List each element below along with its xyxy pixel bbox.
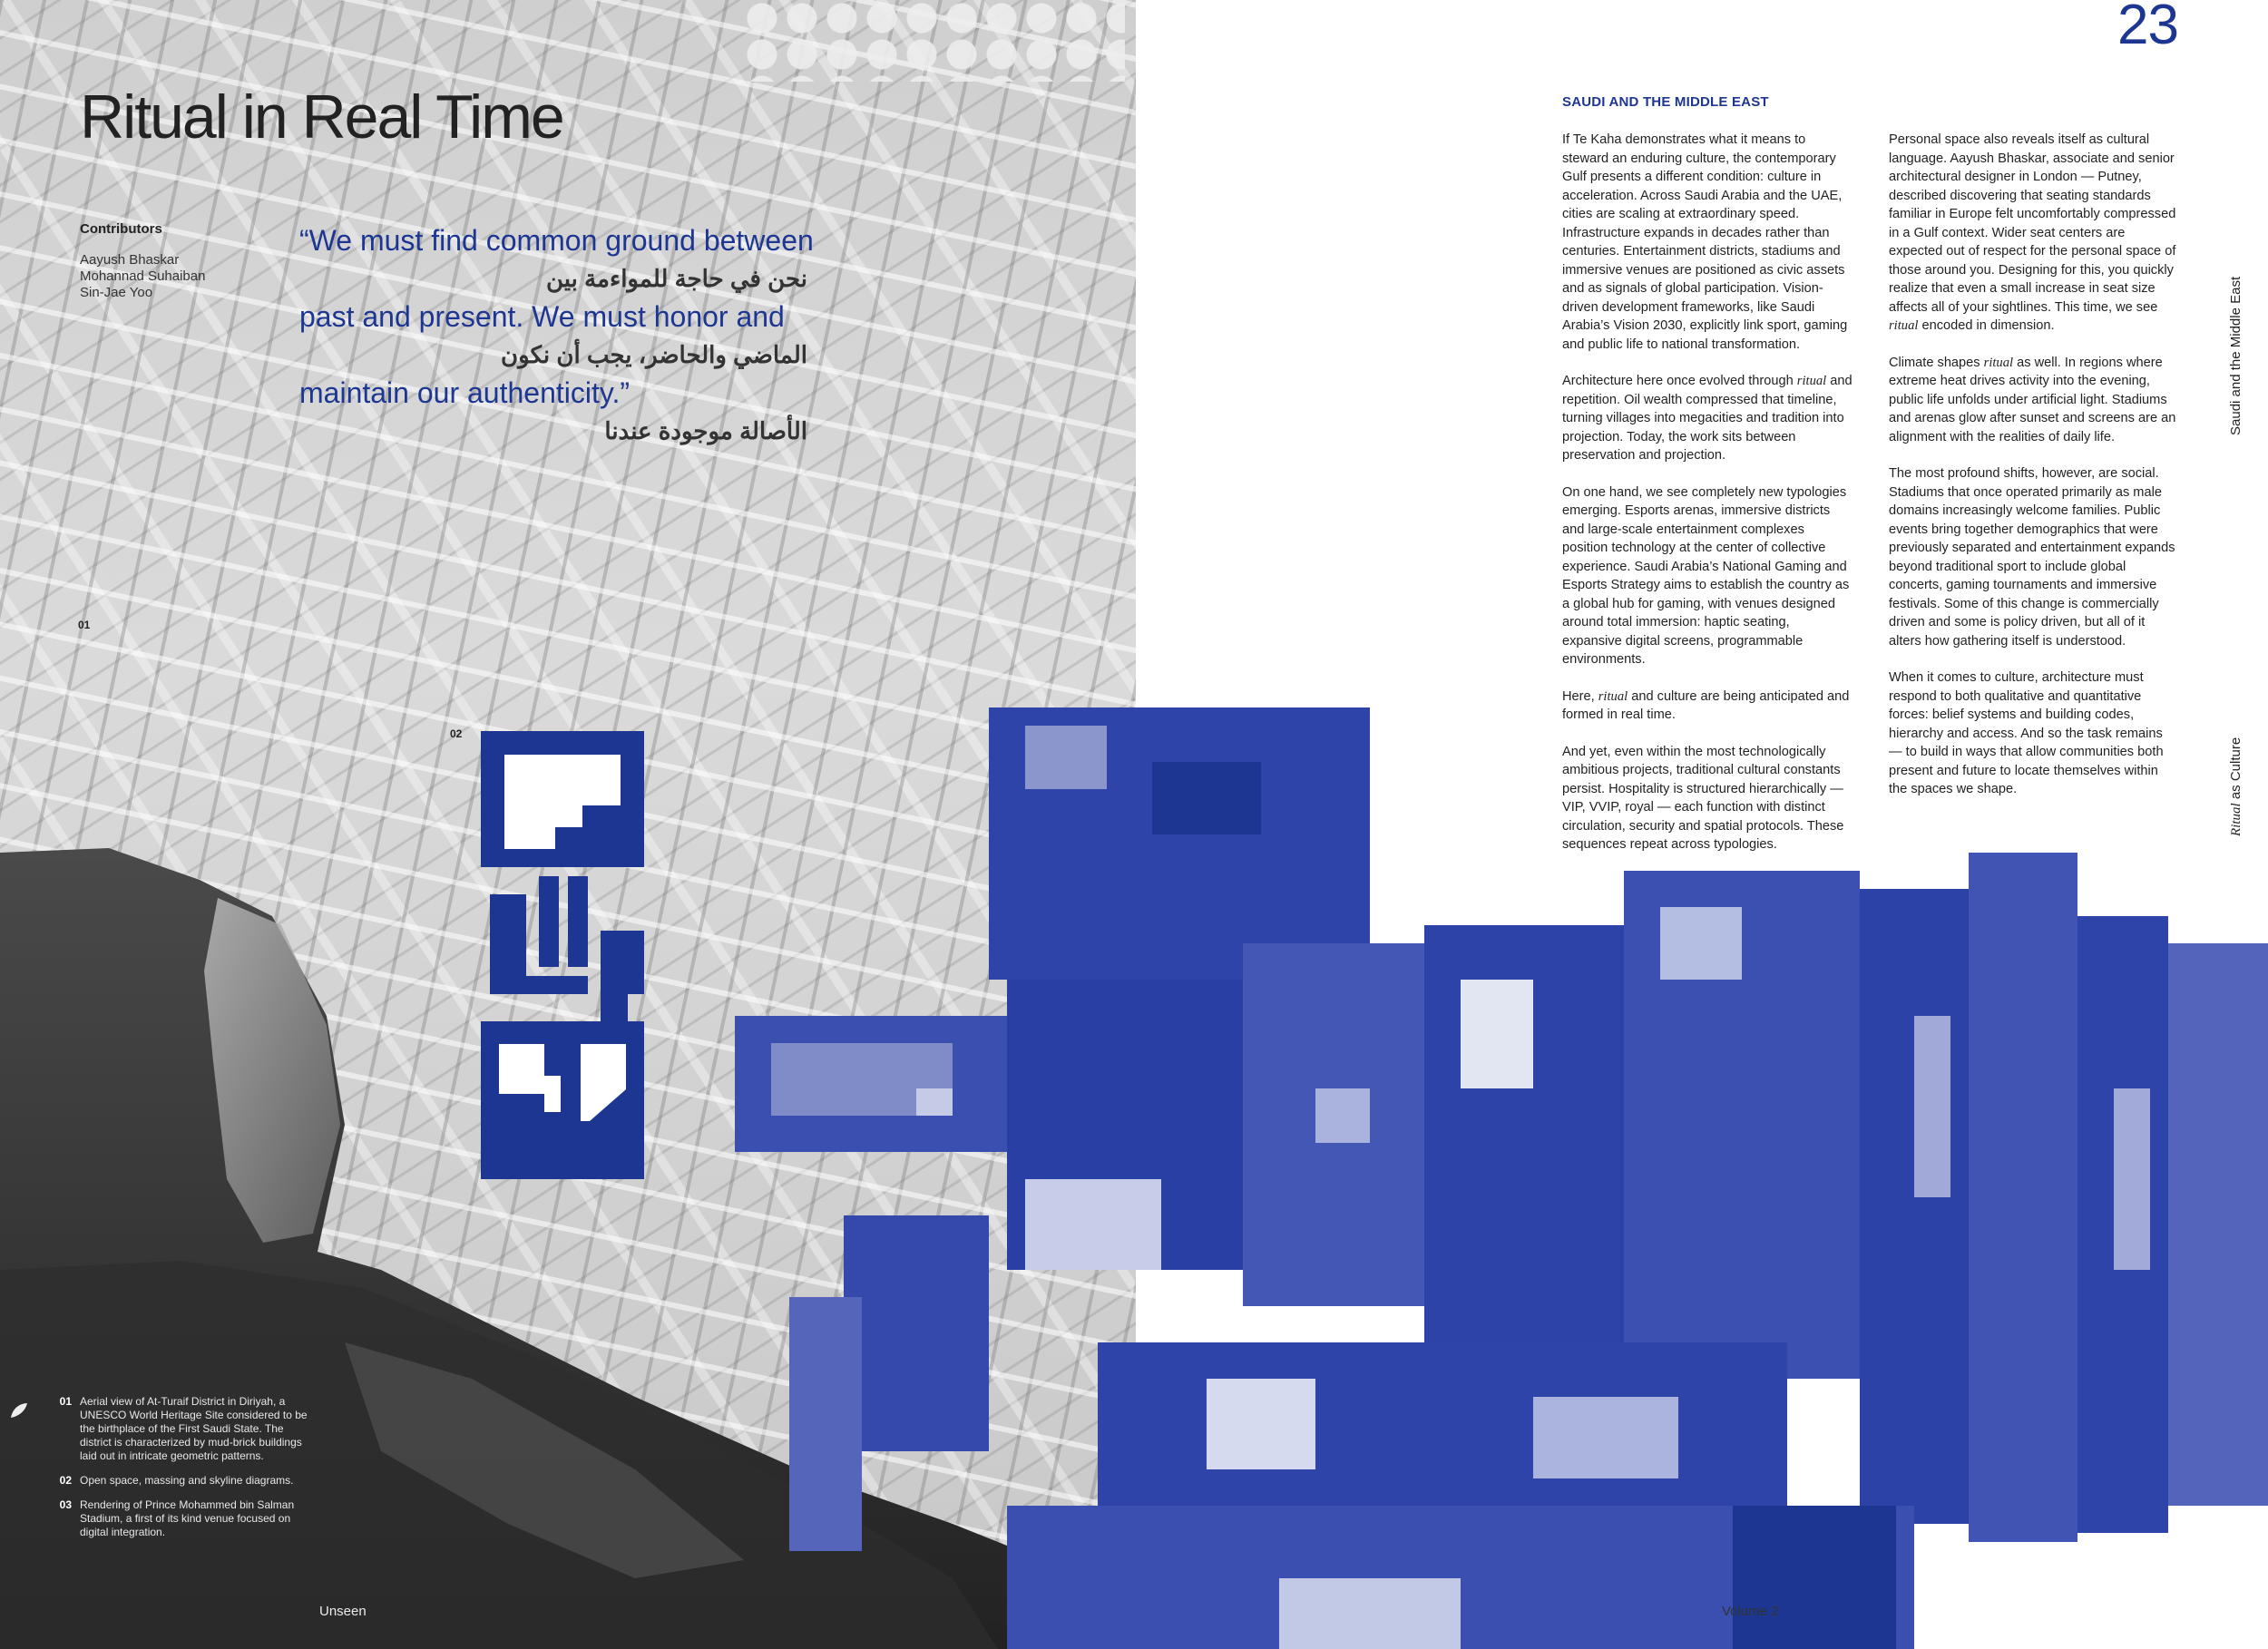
contributors-list [80,252,205,301]
quote-ar-line: الأصالة موجودة عندنا [604,417,807,444]
leaf-icon [9,1401,29,1420]
palm-trees-texture [744,0,1125,82]
page-title: Ritual in Real Time [80,83,563,151]
section-heading: SAUDI AND THE MIDDLE EAST [1562,94,1769,110]
stadium-rendering-image [735,707,2268,1649]
paragraph: Climate shapes ritual as well. In regions where extreme heat drives activity into the evening, public life unfolds under artificial light. Stadiums and arenas glow after sunset and screens are an alignment with the realities of daily life. [1889,355,2176,444]
article-column-2 [1889,131,2179,817]
paragraph: If Te Kaha demonstrates what it means to steward an enduring culture, the contemporary Gulf presents a different condition: culture in acceleration. Across Saudi Arabia and the UAE, cities are scaling at extraordinary speed. Infrastructure expands in decades rather than centuries. Entertainment districts, stadiums and immersive venues are positioned as civic assets and as signals of global participation. Vision-driven development frameworks, like Saudi Arabia’s Vision 2030, explicitly link sport, gaming and public life to national transformation. [1562,132,1848,352]
side-label-section: Saudi and the Middle East [2228,276,2244,435]
paragraph: Here, ritual and culture are being anticipated and formed in real time. [1562,688,1850,722]
caption-text: Open space, massing and skyline diagrams. [80,1474,294,1487]
figure-captions [27,1395,318,1550]
quote-ar-line: الماضي والحاضر، يجب أن نكون [501,341,807,368]
caption-item [27,1474,318,1488]
caption-number: 02 [59,1474,72,1487]
caption-number: 03 [59,1498,72,1511]
figure-label-01: 01 [78,619,91,631]
pull-quote [299,221,862,450]
caption-item [27,1395,318,1463]
paragraph: When it comes to culture, architecture must respond to both qualitative and quantitative forces: belief systems and building codes, hierarchy and access. And so the task remains — to build in ways that allow communities both present and future to locate themselves within the spaces we shape. [1889,670,2164,796]
quote-en-line: past and present. We must honor and [299,300,785,333]
caption-item [27,1498,318,1539]
contributor-name: Mohannad Suhaiban [80,268,206,284]
paragraph: And yet, even within the most technologically ambitious projects, traditional cultural constants persist. Hospitality is structured hierarchically — VIP, VVIP, royal — each function with distinct circulation, security and spatial protocols. These sequences repeat across typologies. [1562,744,1844,852]
caption-number: 01 [59,1395,72,1408]
page-number: 23 [2117,0,2178,56]
contributor-name: Sin-Jae Yoo [80,285,153,300]
article-column-1 [1562,131,1853,873]
footer-volume: Volume 2 [1722,1604,1779,1619]
contributor-name: Aayush Bhaskar [80,252,180,268]
side-label-series: Ritual as Culture [2228,737,2244,836]
figure-label-02: 02 [450,727,463,740]
quote-en-line: “We must find common ground between [299,224,814,257]
paragraph: Architecture here once evolved through ritual and repetition. Oil wealth compressed that timeline, turning villages into megacities and tradition into projection. Today, the work sits between preservation and projection. [1562,374,1853,463]
paragraph: The most profound shifts, however, are social. Stadiums that once operated primarily as male domains increasingly welcome families. Public events bring together demographics that were previously separated and entertainment expands beyond traditional sport to include global concerts, gaming tournaments and immersive festivals. Some of this change is commercially driven and some is policy driven, but all of it alters how gathering itself is understood. [1889,466,2175,649]
caption-text: Rendering of Prince Mohammed bin Salman Stadium, a first of its kind venue focused on digital integration. [80,1498,295,1538]
contributors-heading: Contributors [80,221,162,237]
paragraph: On one hand, we see completely new typologies emerging. Esports arenas, immersive districts and large-scale entertainment complexes position technology at the center of collective experience. Saudi Arabia’s National Gaming and Esports Strategy aims to establish the country as a global hub for gaming, with venues designed around total immersion: haptic seating, expansive digital screens, programmable environments. [1562,484,1850,667]
paragraph: Personal space also reveals itself as cultural language. Aayush Bhaskar, associate and senior architectural designer in London — Putney, described discovering that seating standards familiar in Europe felt uncomfortably compressed in a Gulf context. Wider seat centers are expected out of respect for the personal space of those around you. Designing for this, you quickly realize that even a small increase in seat size affects all of your sightlines. This time, we see ritual encoded in dimension. [1889,132,2176,333]
footer-publication-name: Unseen [319,1604,367,1619]
caption-text: Aerial view of At-Turaif District in Diriyah, a UNESCO World Heritage Site considered to be the birthplace of the First Saudi State. The district is characterized by mud-brick buildings laid out in intricate geometric patterns. [80,1395,308,1462]
quote-en-line: maintain our authenticity.” [299,376,631,409]
quote-ar-line: نحن في حاجة للمواءمة بين [546,265,807,292]
